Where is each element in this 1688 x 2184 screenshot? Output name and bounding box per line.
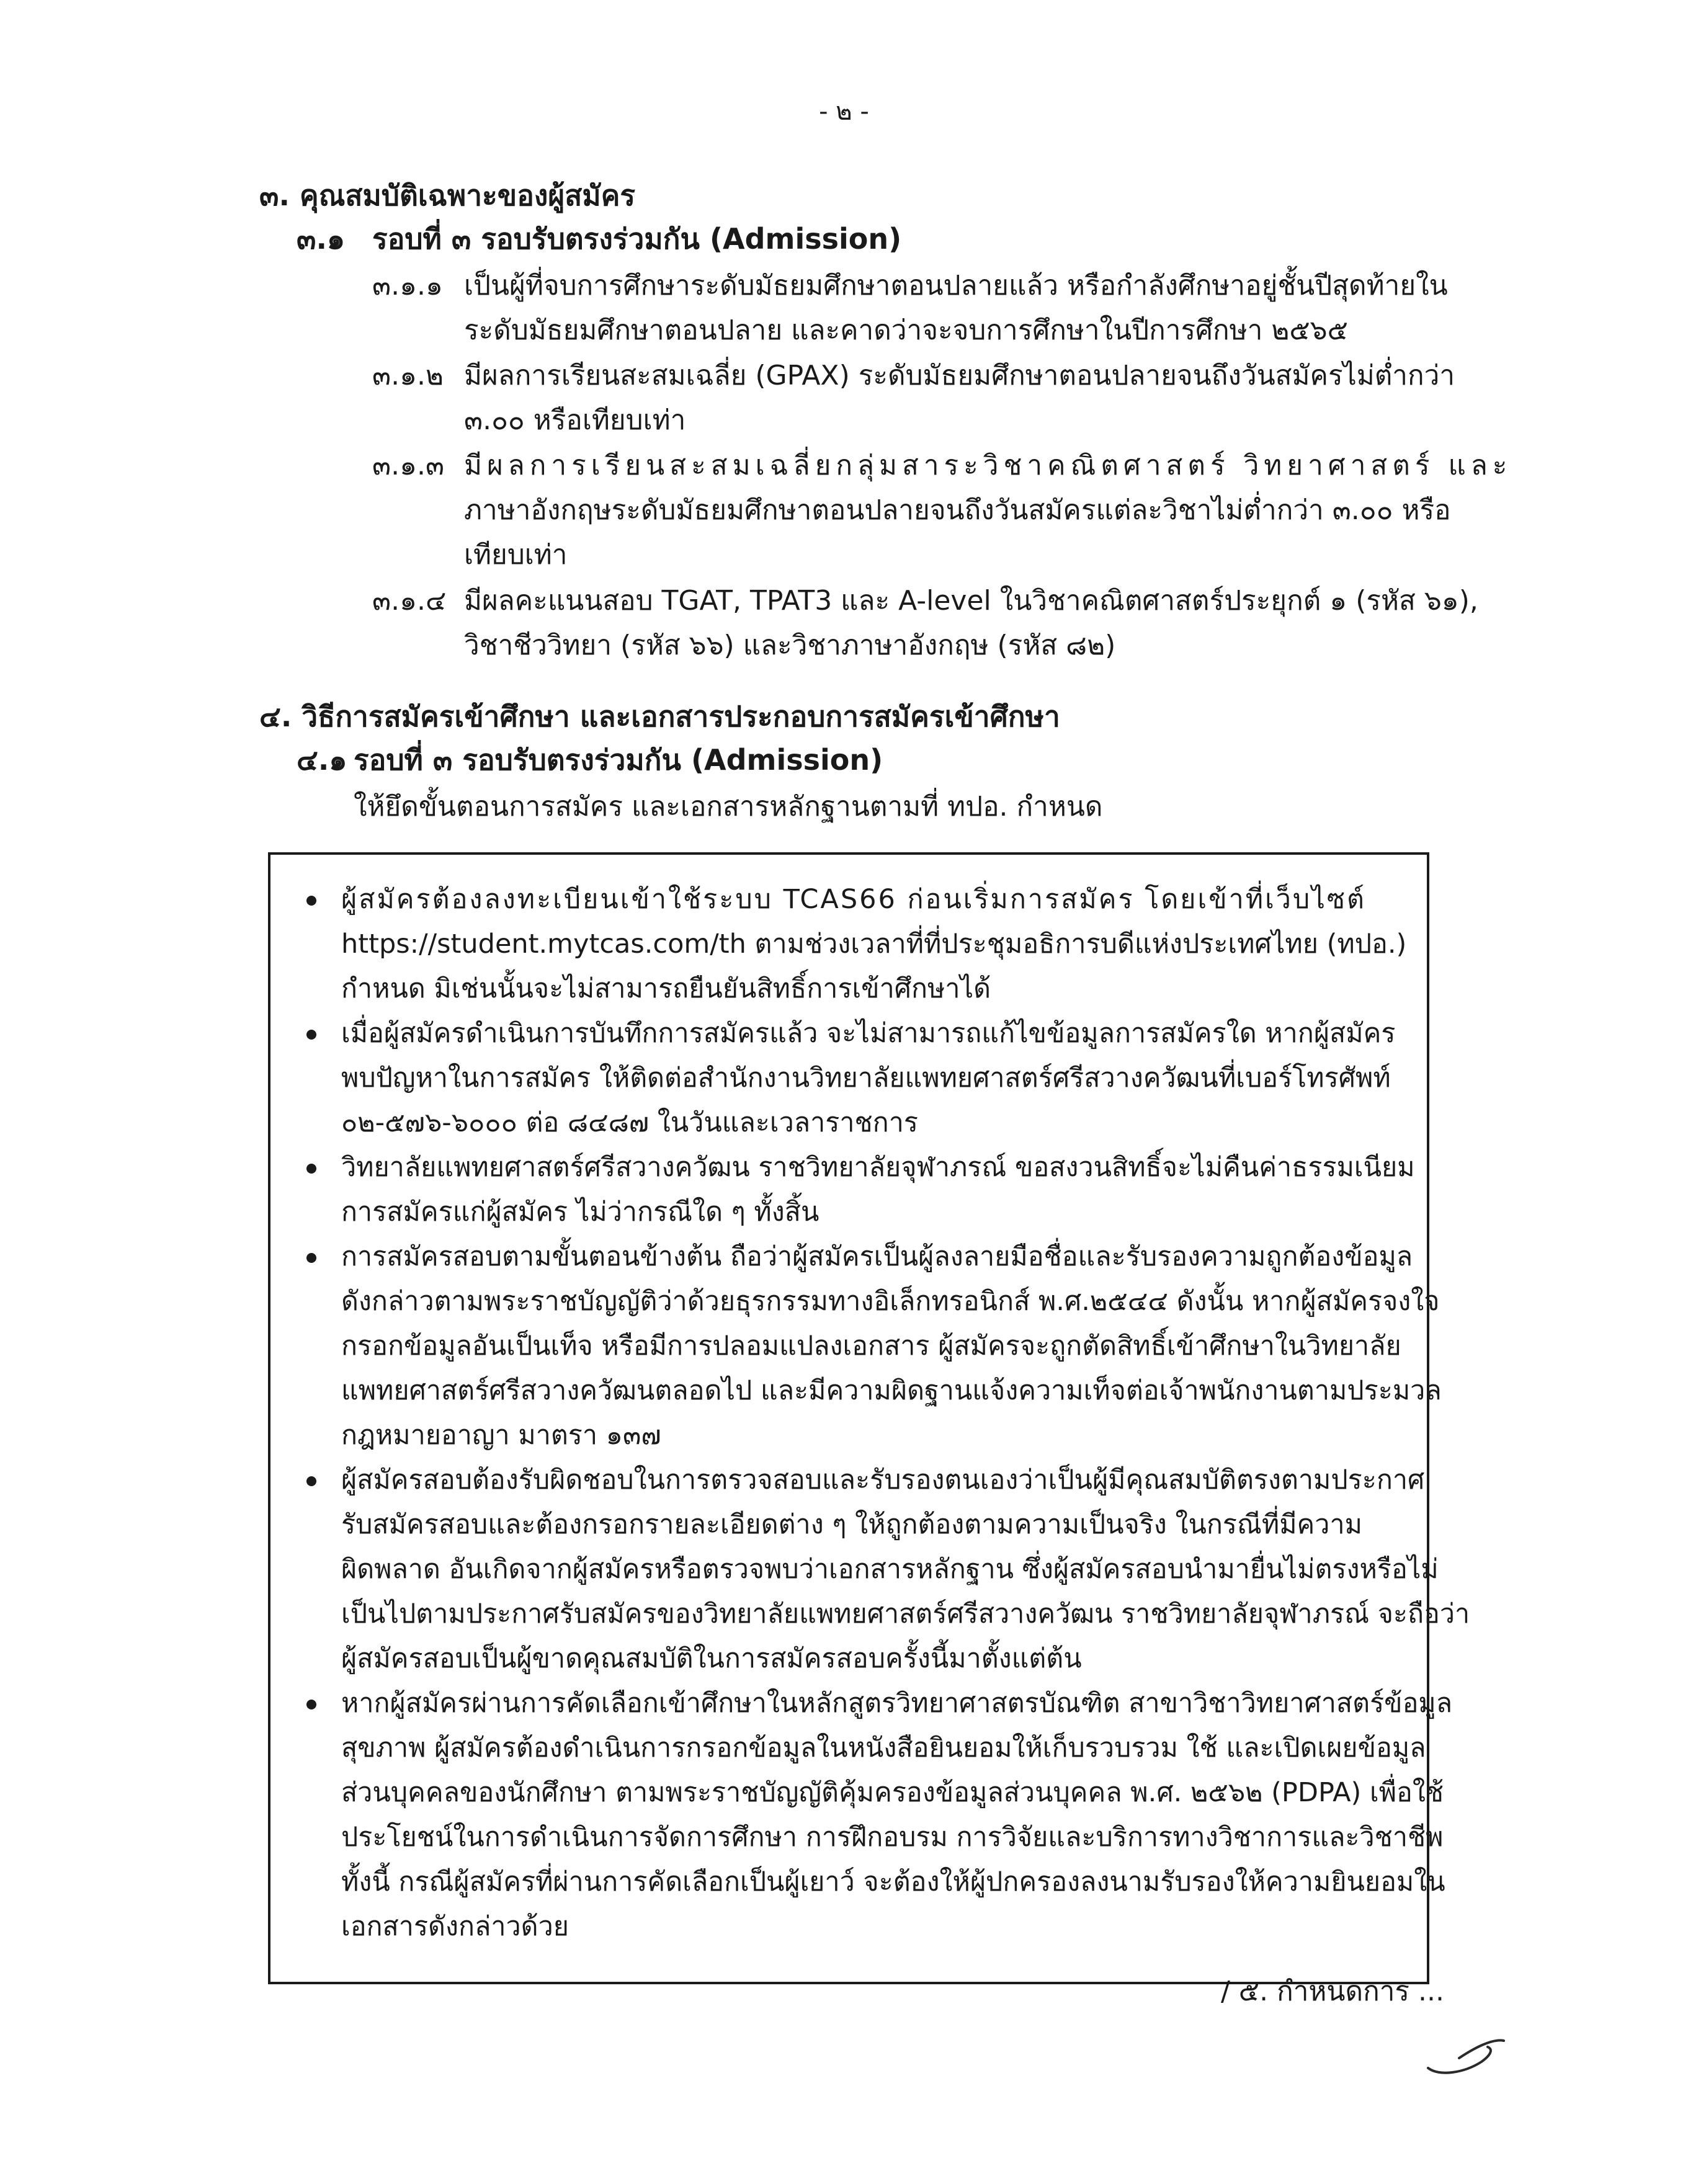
- text-line: การสมัครแก่ผู้สมัคร ไม่ว่ากรณีใด ๆ ทั้งสิ้น: [341, 1197, 819, 1228]
- section-3-1-number: ๓.๑: [297, 222, 346, 256]
- section-4-heading: ๔. วิธีการสมัครเข้าศึกษา และเอกสารประกอบการสมัครเข้าศึกษา: [259, 700, 1060, 733]
- item-3-1-1-text: [464, 264, 1448, 353]
- text-line: ผิดพลาด อันเกิดจากผู้สมัครหรือตรวจพบว่าเอกสารหลักฐาน ซึ่งผู้สมัครสอบนำมายื่นไม่ตรงหรือไม่: [341, 1554, 1439, 1585]
- item-3-1-3-text: [464, 443, 1512, 577]
- text-line: ผู้สมัครต้องลงทะเบียนเข้าใช้ระบบ TCAS66 ก่อนเริ่มการสมัคร โดยเข้าที่เว็บไซต์: [341, 884, 1366, 915]
- bullet-icon: [306, 1030, 316, 1040]
- text-line: หากผู้สมัครผ่านการคัดเลือกเข้าศึกษาในหลักสูตรวิทยาศาสตรบัณฑิต สาขาวิชาวิทยาศาสตร์ข้อมูล: [341, 1688, 1453, 1719]
- text-line: ระดับมัธยมศึกษาตอนปลาย และคาดว่าจะจบการศึกษาในปีการศึกษา ๒๕๖๕: [464, 314, 1348, 346]
- text-line: ดังกล่าวตามพระราชบัญญัติว่าด้วยธุรกรรมทางอิเล็กทรอนิกส์ พ.ศ.๒๕๔๔ ดังนั้น หากผู้สมัครจงใจ: [341, 1286, 1440, 1317]
- text-line: วิทยาลัยแพทยศาสตร์ศรีสวางควัฒน ราชวิทยาลัยจุฬาภรณ์ ขอสงวนสิทธิ์จะไม่คืนค่าธรรมเนียม: [341, 1152, 1415, 1183]
- notice-item-registration: [341, 877, 1408, 1011]
- bullet-icon: [306, 1700, 316, 1709]
- text-line: วิชาชีววิทยา (รหัส ๖๖) และวิชาภาษาอังกฤษ (รหัส ๘๒): [464, 630, 1116, 661]
- text-line: เทียบเท่า: [464, 539, 568, 571]
- notice-item-self-verification: [341, 1458, 1470, 1681]
- item-3-1-1-number: ๓.๑.๑: [372, 270, 443, 301]
- section-4-1-title: รอบที่ ๓ รอบรับตรงร่วมกัน (Admission): [354, 743, 883, 777]
- text-line: ภาษาอังกฤษระดับมัธยมศึกษาตอนปลายจนถึงวันสมัครแต่ละวิชาไม่ต่ำกว่า ๓.๐๐ หรือ: [464, 494, 1451, 526]
- notice-item-no-edit: [341, 1011, 1408, 1145]
- text-line: เป็นผู้ที่จบการศึกษาระดับมัธยมศึกษาตอนปลายแล้ว หรือกำลังศึกษาอยู่ชั้นปีสุดท้ายใน: [464, 270, 1448, 301]
- text-line: พบปัญหาในการสมัคร ให้ติดต่อสำนักงานวิทยาลัยแพทยศาสตร์ศรีสวางควัฒนที่เบอร์โทรศัพท์: [341, 1063, 1391, 1094]
- bullet-icon: [306, 896, 316, 906]
- text-line: ประโยชน์ในการดำเนินการจัดการศึกษา การฝึกอบรม การวิจัยและบริการทางวิชาการและวิชาชีพ: [341, 1822, 1444, 1853]
- text-line: เมื่อผู้สมัครดำเนินการบันทึกการสมัครแล้ว จะไม่สามารถแก้ไขข้อมูลการสมัครใด หากผู้สมัคร: [341, 1018, 1396, 1049]
- text-line: สุขภาพ ผู้สมัครต้องดำเนินการกรอกข้อมูลในหนังสือยินยอมให้เก็บรวบรวม ใช้ และเปิดเผยข้อมูล: [341, 1732, 1426, 1763]
- item-3-1-2-text: [464, 354, 1455, 443]
- item-3-1-4-text: [464, 579, 1478, 668]
- text-line: ผู้สมัครสอบต้องรับผิดชอบในการตรวจสอบและรับรองตนเองว่าเป็นผู้มีคุณสมบัติตรงตามประกาศ: [341, 1464, 1425, 1495]
- notice-item-electronic-signature: [341, 1234, 1442, 1458]
- text-line: มีผลคะแนนสอบ TGAT, TPAT3 และ A-level ในวิชาคณิตศาสตร์ประยุกต์ ๑ (รหัส ๖๑),: [464, 585, 1478, 617]
- signature-initials-icon: [1421, 2027, 1507, 2083]
- text-line: กฎหมายอาญา มาตรา ๑๓๗: [341, 1420, 661, 1451]
- text-line: ๓.๐๐ หรือเทียบเท่า: [464, 404, 686, 436]
- notice-item-no-refund: [341, 1145, 1415, 1234]
- text-line: ทั้งนี้ กรณีผู้สมัครที่ผ่านการคัดเลือกเป็นผู้เยาว์ จะต้องให้ผู้ปกครองลงนามรับรองให้ความยินยอมใน: [341, 1866, 1445, 1897]
- text-line: เอกสารดังกล่าวด้วย: [341, 1911, 569, 1942]
- text-line: ส่วนบุคคลของนักศึกษา ตามพระราชบัญญัติคุ้มครองข้อมูลส่วนบุคคล พ.ศ. ๒๕๖๒ (PDPA) เพื่อใช้: [341, 1777, 1444, 1808]
- text-line: การสมัครสอบตามขั้นตอนข้างต้น ถือว่าผู้สมัครเป็นผู้ลงลายมือชื่อและรับรองความถูกต้องข้อมูล: [341, 1241, 1413, 1272]
- section-3-1-title: รอบที่ ๓ รอบรับตรงร่วมกัน (Admission): [372, 222, 902, 256]
- text-line: ๐๒-๕๗๖-๖๐๐๐ ต่อ ๘๔๘๗ ในวันและเวลาราชการ: [341, 1107, 918, 1138]
- item-3-1-3-number: ๓.๑.๓: [372, 450, 445, 481]
- text-line: กำหนด มิเช่นนั้นจะไม่สามารถยืนยันสิทธิ์การเข้าศึกษาได้: [341, 973, 991, 1004]
- bullet-icon: [306, 1164, 316, 1174]
- item-3-1-2-number: ๓.๑.๒: [372, 360, 444, 391]
- section-3-heading: ๓. คุณสมบัติเฉพาะของผู้สมัคร: [259, 179, 636, 212]
- next-page-reference: / ๕. กำหนดการ ...: [1221, 1976, 1445, 2007]
- notice-box: [268, 852, 1470, 1984]
- bullet-icon: [306, 1476, 316, 1486]
- page-number: - ๒ -: [819, 97, 869, 126]
- section-4-1-number: ๔.๑: [297, 743, 347, 777]
- text-line: กรอกข้อมูลอันเป็นเท็จ หรือมีการปลอมแปลงเอกสาร ผู้สมัครจะถูกตัดสิทธิ์เข้าศึกษาในวิทยาลัย: [341, 1330, 1401, 1362]
- section-4-1-intro: ให้ยึดขั้นตอนการสมัคร และเอกสารหลักฐานตามที่ ทปอ. กำหนด: [354, 791, 1103, 822]
- notice-item-pdpa-consent: [341, 1681, 1453, 1949]
- text-line: ผู้สมัครสอบเป็นผู้ขาดคุณสมบัติในการสมัครสอบครั้งนี้มาตั้งแต่ต้น: [341, 1643, 1082, 1674]
- text-line: https://student.mytcas.com/th ตามช่วงเวลาที่ที่ประชุมอธิการบดีแห่งประเทศไทย (ทปอ.): [341, 929, 1407, 960]
- item-3-1-4-number: ๓.๑.๔: [372, 585, 447, 617]
- text-line: มีผลการเรียนสะสมเฉลี่ย (GPAX) ระดับมัธยมศึกษาตอนปลายจนถึงวันสมัครไม่ต่ำกว่า: [464, 360, 1455, 391]
- text-line: มีผลการเรียนสะสมเฉลี่ยกลุ่มสาระวิชาคณิตศาสตร์ วิทยาศาสตร์ และ: [464, 450, 1512, 481]
- text-line: รับสมัครสอบและต้องกรอกรายละเอียดต่าง ๆ ให้ถูกต้องตามความเป็นจริง ในกรณีที่มีความ: [341, 1509, 1362, 1540]
- text-line: เป็นไปตามประกาศรับสมัครของวิทยาลัยแพทยศาสตร์ศรีสวางควัฒน ราชวิทยาลัยจุฬาภรณ์ จะถือว่า: [341, 1598, 1470, 1629]
- bullet-icon: [306, 1253, 316, 1263]
- text-line: แพทยศาสตร์ศรีสวางควัฒนตลอดไป และมีความผิดฐานแจ้งความเท็จต่อเจ้าพนักงานตามประมวล: [341, 1375, 1442, 1406]
